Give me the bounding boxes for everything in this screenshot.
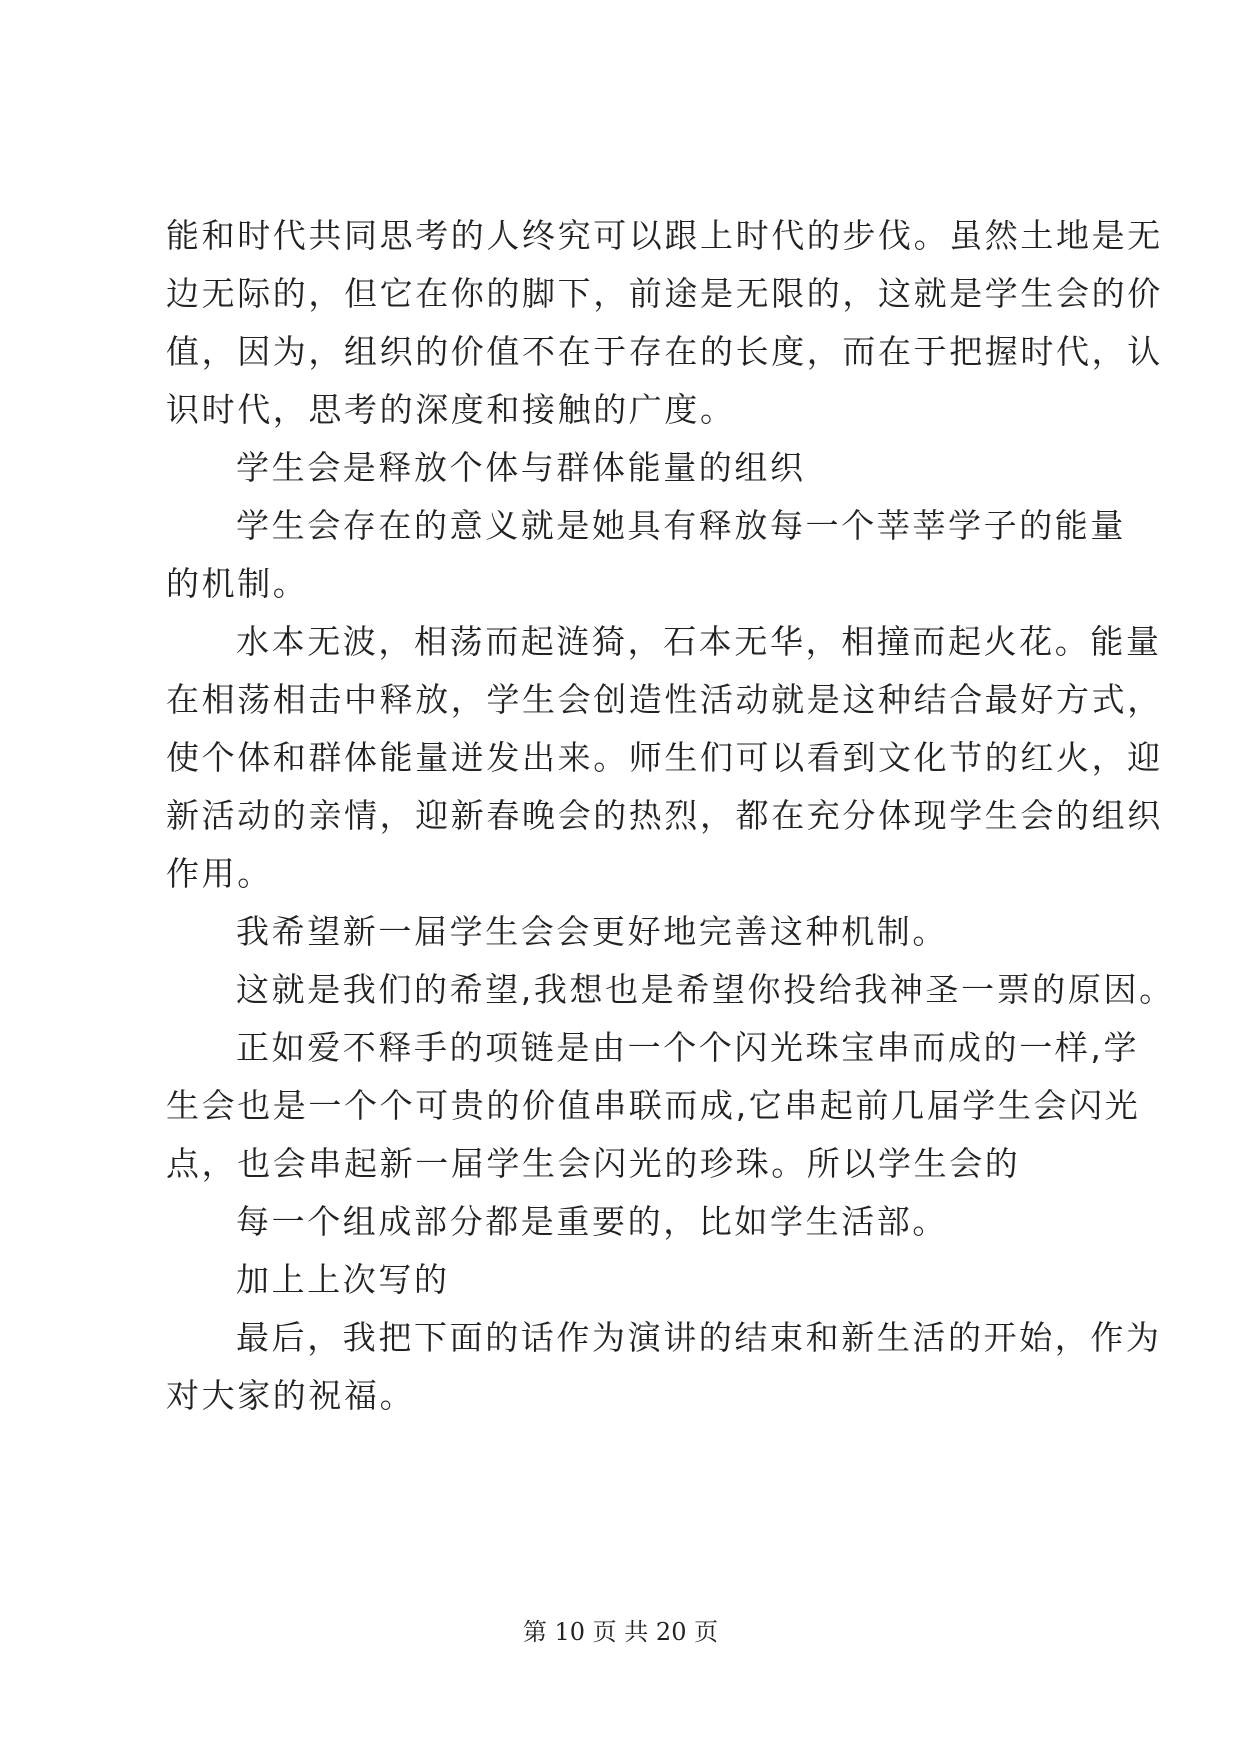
text-line: 我希望新一届学生会会更好地完善这种机制。 [236, 912, 948, 951]
text-line: 的机制。 [166, 564, 309, 603]
document-body [166, 207, 1175, 1425]
text-line: 对大家的祝福。 [166, 1376, 416, 1415]
text-line: 在相荡相击中释放，学生会创造性活动就是这种结合最好方式， [166, 680, 1163, 719]
text-line: 正如爱不释手的项链是由一个个闪光珠宝串而成的一样,学 [236, 1028, 1140, 1067]
text-line: 值，因为，组织的价值不在于存在的长度，而在于把握时代，认 [166, 332, 1163, 371]
text-line: 加上上次写的 [236, 1260, 450, 1299]
text-line: 点，也会串起新一届学生会闪光的珍珠。所以学生会的 [166, 1144, 1021, 1183]
text-line: 识时代，思考的深度和接触的广度。 [166, 390, 736, 429]
text-line: 边无际的，但它在你的脚下，前途是无限的，这就是学生会的价 [166, 274, 1163, 313]
text-line: 这就是我们的希望,我想也是希望你投给我神圣一票的原因。 [236, 970, 1175, 1009]
section-heading: 学生会是释放个体与群体能量的组织 [236, 448, 806, 487]
text-line: 使个体和群体能量迸发出来。师生们可以看到文化节的红火，迎 [166, 738, 1163, 777]
page-number-label: 第 10 页 共 20 页 [522, 1618, 719, 1646]
text-line: 生会也是一个个可贵的价值串联而成,它串起前几届学生会闪光 [166, 1086, 1141, 1125]
text-line: 新活动的亲情，迎新春晚会的热烈，都在充分体现学生会的组织 [166, 796, 1163, 835]
page-footer [0, 1612, 1241, 1647]
text-line: 作用。 [166, 854, 273, 893]
text-line: 水本无波，相荡而起涟猗，石本无华，相撞而起火花。能量 [236, 622, 1162, 661]
text-line: 每一个组成部分都是重要的，比如学生活部。 [236, 1202, 948, 1241]
text-line: 能和时代共同思考的人终究可以跟上时代的步伐。虽然土地是无 [166, 216, 1163, 255]
text-line: 学生会存在的意义就是她具有释放每一个莘莘学子的能量 [236, 506, 1126, 545]
text-line: 最后，我把下面的话作为演讲的结束和新生活的开始，作为 [236, 1318, 1162, 1357]
